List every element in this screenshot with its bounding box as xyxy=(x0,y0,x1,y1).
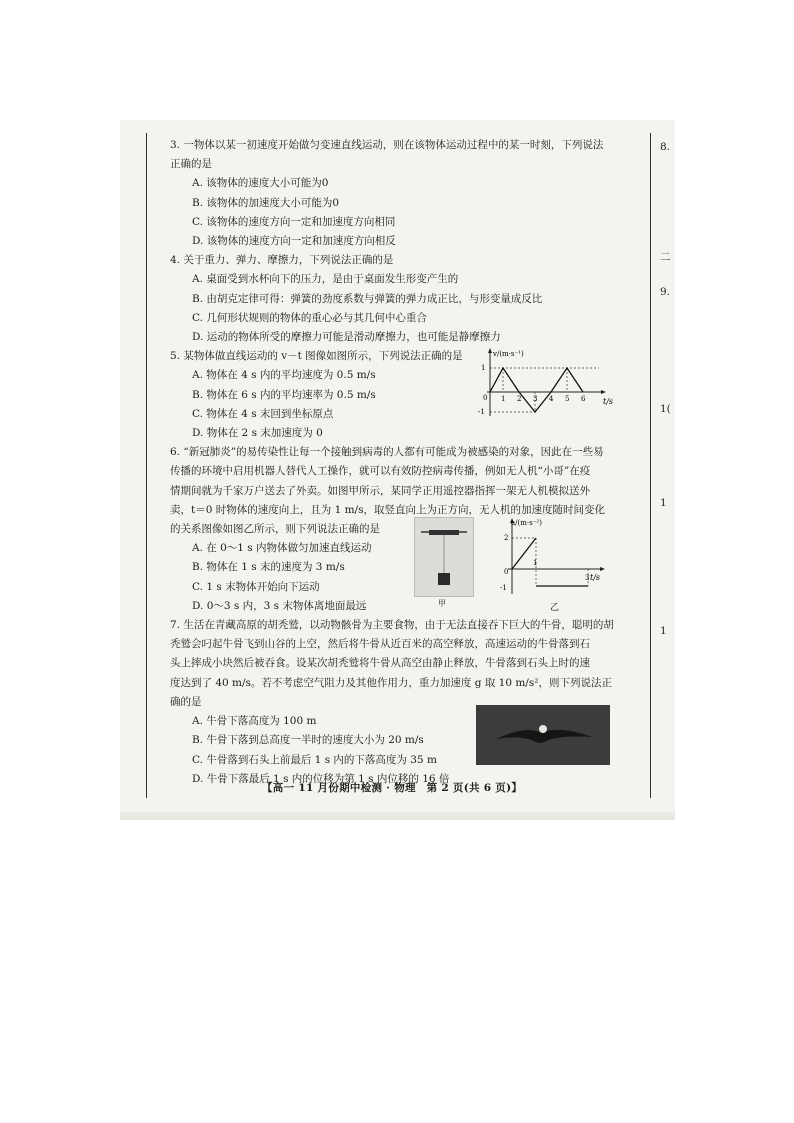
question-stem: 5. 某物体做直线运动的 v－t 图像如图所示，下列说法正确的是 xyxy=(170,350,463,363)
option-a: A. 牛骨下落高度为 100 m xyxy=(192,715,317,728)
option-a: A. 在 0～1 s 内物体做匀加速直线运动 xyxy=(192,542,372,555)
option-a: A. 该物体的速度大小可能为0 xyxy=(192,177,329,190)
drone-photo xyxy=(414,517,474,597)
vt-xlabel: t/s xyxy=(603,397,614,406)
option-d: D. 运动的物体所受的摩擦力可能是滑动摩擦力，也可能是静摩擦力 xyxy=(192,331,501,344)
edge-text-10: 1( xyxy=(660,403,671,415)
edge-text-8: 8. xyxy=(660,141,671,153)
question-stem: 正确的是 xyxy=(170,158,212,171)
vt-graph xyxy=(475,346,615,420)
vt-xtick-2: 2 xyxy=(517,395,522,403)
question-stem: 情期间就为千家万户送去了外卖。如图甲所示，某同学正用遥控器指挥一架无人机模拟送外 xyxy=(170,484,590,497)
at-ytick-2: 2 xyxy=(504,534,509,542)
label-jia: 甲 xyxy=(438,599,446,608)
drone-package xyxy=(438,573,450,585)
question-stem: 6. “新冠肺炎”的易传染性让每一个接触到病毒的人都有可能成为被感染的对象，因此在一些易 xyxy=(170,446,604,459)
at-x-arrow xyxy=(600,567,605,571)
vt-xtick-5: 5 xyxy=(565,395,570,403)
at-ytick-neg1: -1 xyxy=(500,584,507,592)
vulture-head xyxy=(539,725,547,733)
option-a: A. 桌面受到水杯向下的压力，是由于桌面发生形变产生的 xyxy=(192,273,459,286)
question-stem: 卖，t＝0 时物体的速度向上，且为 1 m/s，取竖直向上为正方向，无人机的加速度随时间变化 xyxy=(170,503,605,516)
option-d: D. 物体在 2 s 末加速度为 0 xyxy=(192,427,323,440)
at-xlabel: t/s xyxy=(590,573,601,582)
option-a: A. 物体在 4 s 内的平均速度为 0.5 m/s xyxy=(192,369,376,382)
question-stem: 确的是 xyxy=(170,695,202,708)
option-d: D. 该物体的速度方向一定和加速度方向相反 xyxy=(192,235,396,248)
at-xtick-1: 1 xyxy=(533,559,538,567)
option-b: B. 物体在 1 s 末的速度为 3 m/s xyxy=(192,561,345,574)
option-b: B. 牛骨下落到总高度一半时的速度大小为 20 m/s xyxy=(192,734,424,747)
vt-xtick-3: 3 xyxy=(533,395,538,403)
question-stem: 7. 生活在青藏高原的胡秃鹫，以动物骸骨为主要食物，由于无法直接吞下巨大的牛骨，聪明的胡 xyxy=(170,619,614,632)
question-stem: 秃鹫会叼起牛骨飞到山谷的上空，然后将牛骨从近百米的高空释放，高速运动的牛骨落到石 xyxy=(170,638,590,651)
vt-x-arrow xyxy=(601,390,606,394)
question-stem: 3. 一物体以某一初速度开始做匀变速直线运动，则在该物体运动过程中的某一时刻，下列说法 xyxy=(170,139,604,151)
vt-curve xyxy=(490,368,583,412)
vt-origin: 0 xyxy=(483,394,488,402)
vt-ylabel: v/(m·s⁻¹) xyxy=(493,350,524,358)
page-bottom-edge xyxy=(120,812,675,820)
question-4 xyxy=(170,251,640,347)
at-graph xyxy=(490,516,610,598)
question-stem: 传播的环境中启用机器人替代人工操作，就可以有效防控病毒传播，例如无人机“小哥”在疫 xyxy=(170,465,591,478)
vt-ytick-neg1: -1 xyxy=(478,408,485,416)
option-b: B. 物体在 6 s 内的平均速率为 0.5 m/s xyxy=(192,388,376,401)
at-ylabel: a/(m·s⁻²) xyxy=(511,519,542,527)
question-stem: 4. 关于重力、弹力、摩擦力，下列说法正确的是 xyxy=(170,254,394,267)
left-margin-line xyxy=(146,133,147,798)
option-b: B. 该物体的加速度大小可能为0 xyxy=(192,196,340,209)
vt-xtick-4: 4 xyxy=(549,395,554,403)
edge-text-11: 1 xyxy=(660,497,667,509)
edge-text-9: 9. xyxy=(660,286,671,298)
question-stem: 的关系图像如图乙所示，则下列说法正确的是 xyxy=(170,523,380,536)
vt-y-arrow xyxy=(488,348,492,353)
option-c: C. 牛骨落到石头上前最后 1 s 内的下落高度为 35 m xyxy=(192,753,437,766)
option-c: C. 物体在 4 s 末回到坐标原点 xyxy=(192,407,334,420)
question-3 xyxy=(170,136,640,251)
question-stem: 度达到了 40 m/s。若不考虑空气阻力及其他作用力，重力加速度 g 取 10 m/s²，则下列说法正 xyxy=(170,676,612,689)
option-c: C. 该物体的速度方向一定和加速度方向相同 xyxy=(192,215,396,228)
label-yi: 乙 xyxy=(550,603,560,613)
at-xtick-3: 3 xyxy=(585,574,590,582)
at-origin: 0 xyxy=(504,568,509,576)
vulture-photo xyxy=(476,705,610,765)
vt-xtick-1: 1 xyxy=(501,395,506,403)
edge-text-12: 1 xyxy=(660,625,667,637)
right-margin-line xyxy=(650,133,651,798)
edge-text-2: 二 xyxy=(660,251,671,263)
question-stem: 头上摔成小块然后被吞食。设某次胡秃鹫将牛骨从高空由静止释放，牛骨落到石头上时的速 xyxy=(170,657,590,670)
option-b: B. 由胡克定律可得：弹簧的劲度系数与弹簧的弹力成正比，与形变量成反比 xyxy=(192,292,543,305)
page-footer: 【高一 11 月份期中检测 · 物理 第 2 页(共 6 页)】 xyxy=(262,782,523,794)
option-c: C. 1 s 末物体开始向下运动 xyxy=(192,580,320,593)
vt-xtick-6: 6 xyxy=(581,395,586,403)
option-d: D. 牛骨下落最后 1 s 内的位移为第 1 s 内位移的 16 倍 xyxy=(192,772,450,785)
vt-ytick-1: 1 xyxy=(481,364,486,372)
question-column xyxy=(170,136,640,789)
option-c: C. 几何形状规则的物体的重心必与其几何中心重合 xyxy=(192,311,427,324)
option-d: D. 0～3 s 内，3 s 末物体离地面最远 xyxy=(192,599,367,612)
